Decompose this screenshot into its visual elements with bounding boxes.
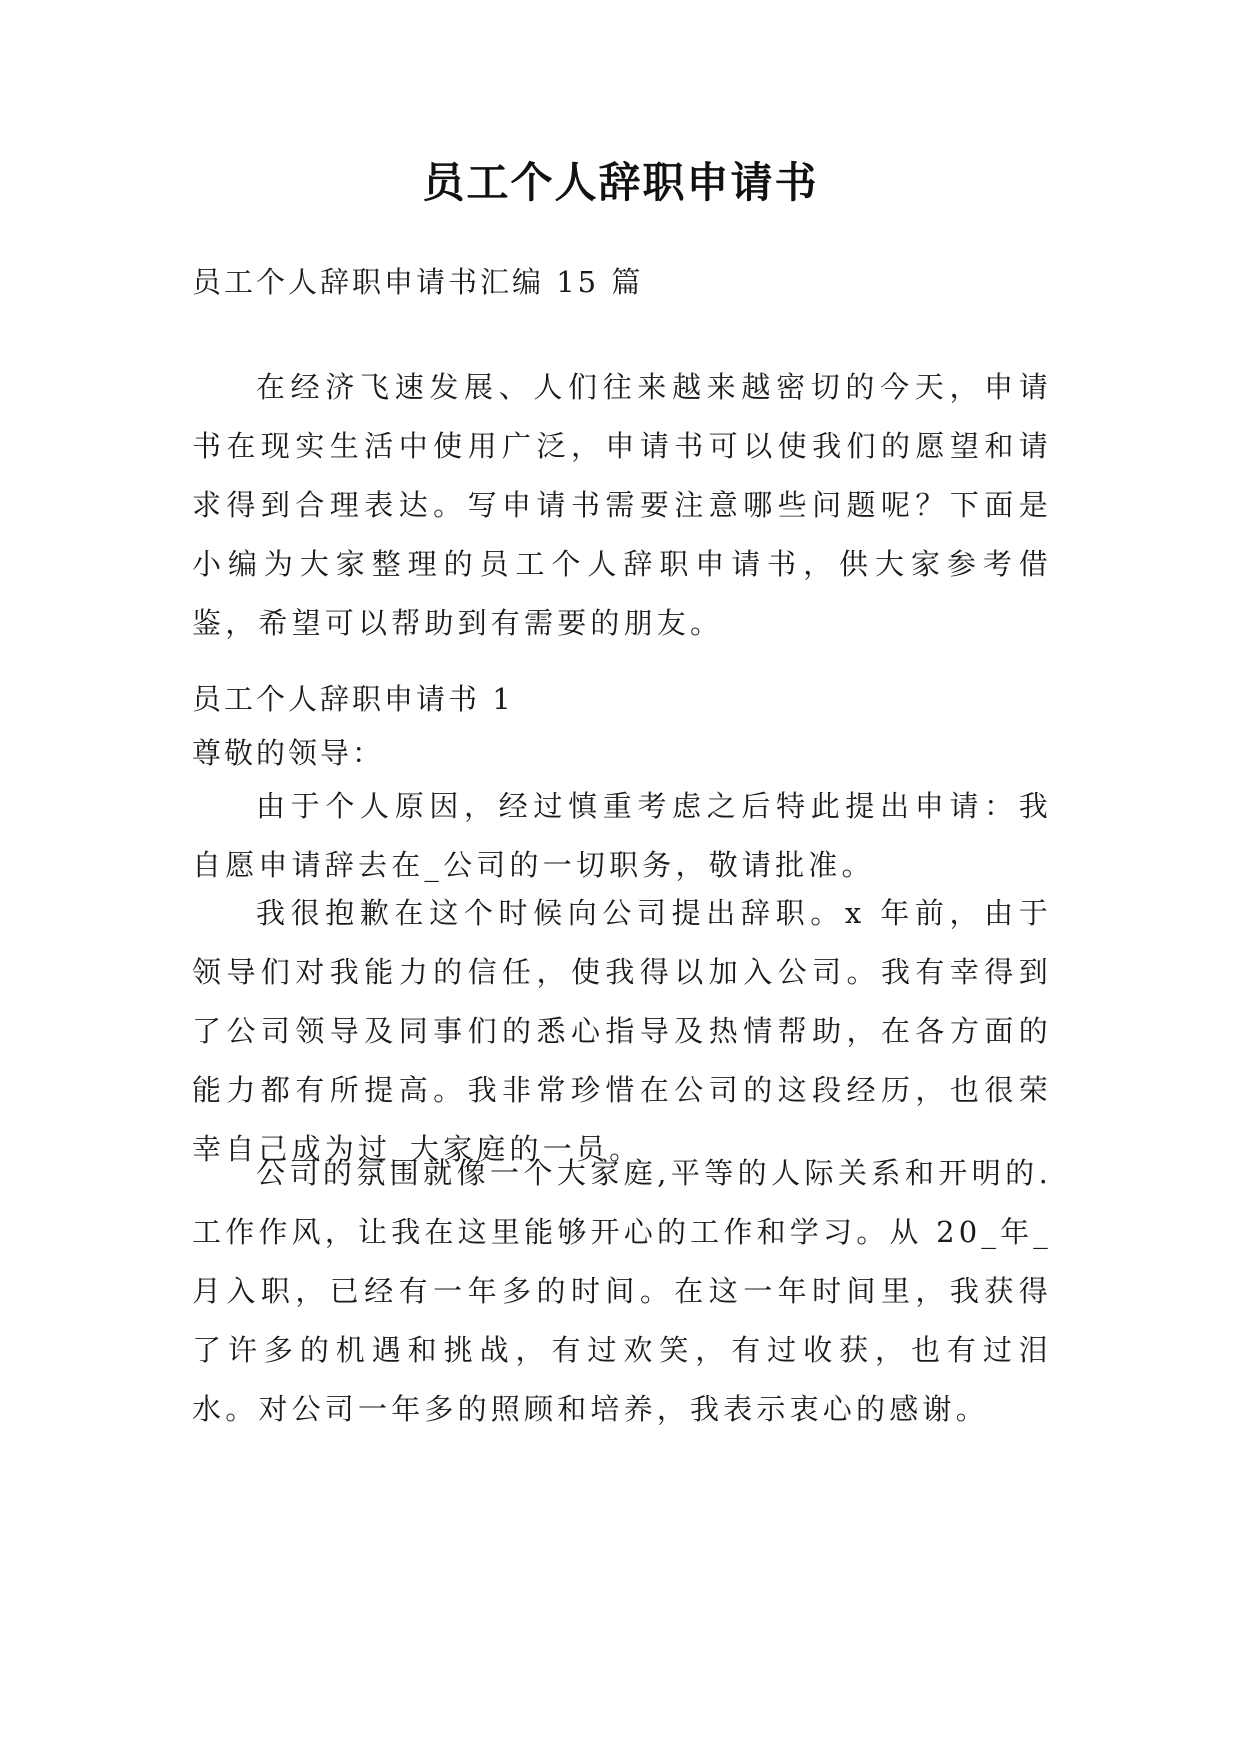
document-subtitle: 员工个人辞职申请书汇编 15 篇 — [192, 265, 644, 299]
body-paragraph-3: 公司的氛围就像一个大家庭,平等的人际关系和开明的.工作作风，让我在这里能够开心的工作和学习。从 20_年_月入职，已经有一年多的时间。在这一年时间里，我获得了许多的机遇和挑战，有过欢笑，有过收获，也有过泪水。对公司一年多的照顾和培养，我表示衷心的感谢。 — [192, 1156, 1052, 1426]
body-paragraph-2: 我很抱歉在这个时候向公司提出辞职。x 年前，由于领导们对我能力的信任，使我得以加入公司。我有幸得到了公司领导及同事们的悉心指导及热情帮助，在各方面的能力都有所提高。我非常珍惜在公司的这段经历，也很荣幸自己成为过_大家庭的一员。 — [192, 896, 1052, 1166]
document-title: 员工个人辞职申请书 — [422, 158, 819, 207]
salutation: 尊敬的领导： — [192, 736, 385, 770]
intro-paragraph: 在经济飞速发展、人们往来越来越密切的今天，申请书在现实生活中使用广泛，申请书可以使我们的愿望和请求得到合理表达。写申请书需要注意哪些问题呢？下面是小编为大家整理的员工个人辞职申请书，供大家参考借鉴，希望可以帮助到有需要的朋友。 — [192, 370, 1052, 640]
section-heading: 员工个人辞职申请书 1 — [192, 682, 514, 716]
body-paragraph-1: 由于个人原因，经过慎重考虑之后特此提出申请：我自愿申请辞去在_公司的一切职务，敬请批准。 — [192, 789, 1052, 882]
